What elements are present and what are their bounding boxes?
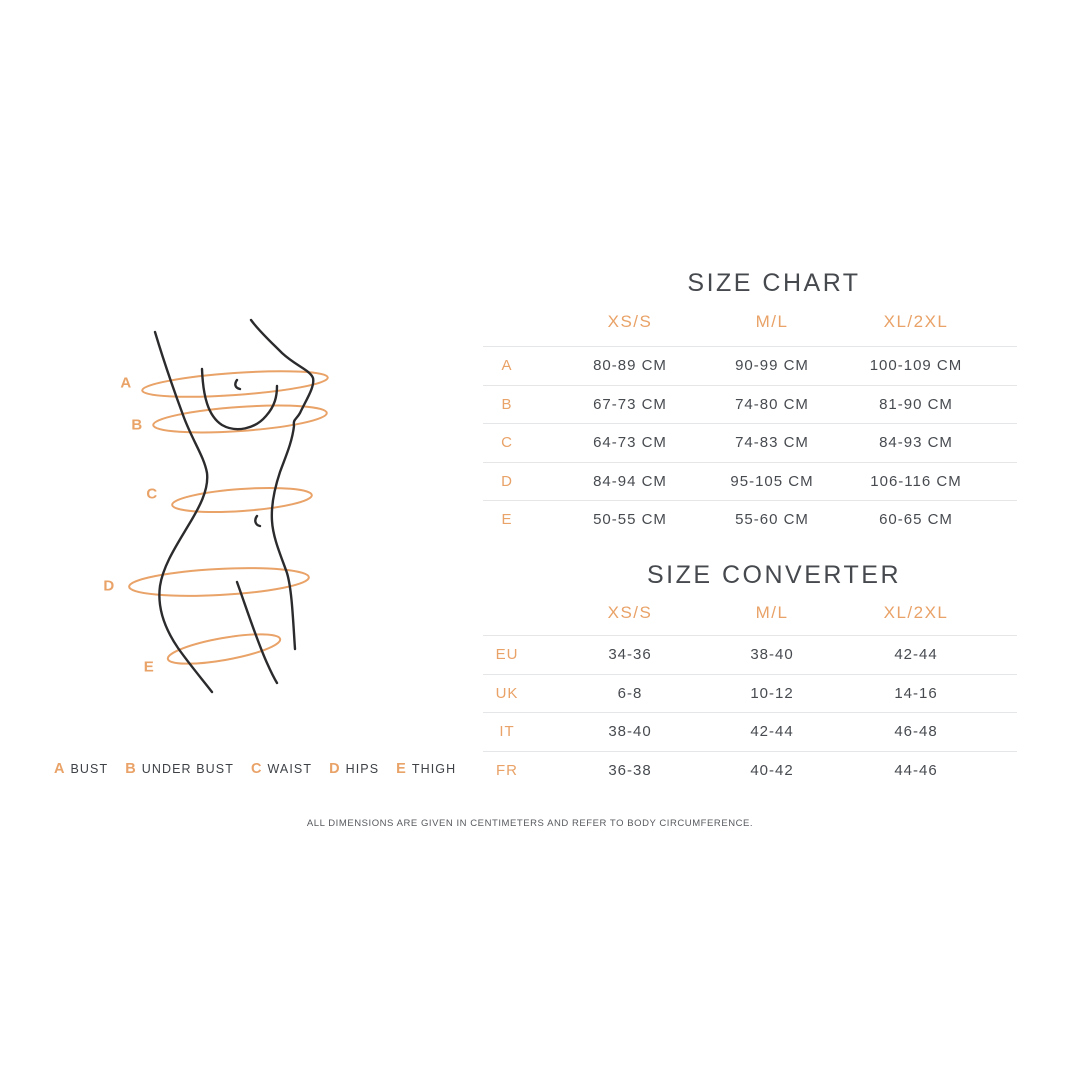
size-cell: 6-8 xyxy=(617,684,643,702)
legend-letter: E xyxy=(396,761,406,777)
row-label: UK xyxy=(495,684,519,702)
table-row-fr xyxy=(483,751,1017,790)
size-cell: 67-73 CM xyxy=(593,395,667,413)
size-cell: 38-40 xyxy=(608,723,652,741)
row-label: D xyxy=(501,472,513,490)
breast-curve xyxy=(202,369,277,429)
column-header-xl-2xl: XL/2XL xyxy=(883,602,949,622)
size-cell: 60-65 CM xyxy=(879,511,953,529)
size-cell: 10-12 xyxy=(750,684,794,702)
size-chart-title: SIZE CHART xyxy=(687,269,861,297)
legend-letter: B xyxy=(125,761,136,777)
legend-item-waist xyxy=(251,761,312,777)
thigh-measure-ellipse xyxy=(166,628,282,669)
measurement-legend xyxy=(54,756,456,782)
navel-mark xyxy=(255,516,260,526)
size-cell: 42-44 xyxy=(750,723,794,741)
legend-label: BUST xyxy=(70,762,109,776)
size-converter-header-row xyxy=(483,590,1017,635)
column-header-xl-2xl: XL/2XL xyxy=(883,312,949,331)
size-cell: 95-105 CM xyxy=(730,472,814,490)
size-converter-section xyxy=(483,560,1017,789)
legend-letter: D xyxy=(329,761,340,777)
size-cell: 84-93 CM xyxy=(879,434,953,452)
size-cell: 106-116 CM xyxy=(870,472,962,490)
table-row-it xyxy=(483,712,1017,751)
table-row-under-bust xyxy=(483,385,1017,424)
figure-label-waist: C xyxy=(146,485,158,503)
column-header-xs-s: XS/S xyxy=(607,602,653,622)
row-label: A xyxy=(501,357,513,375)
size-cell: 46-48 xyxy=(894,723,938,741)
table-row-thigh xyxy=(483,500,1017,539)
size-cell: 44-46 xyxy=(894,761,938,779)
legend-item-under-bust xyxy=(125,761,234,777)
size-chart-header-row xyxy=(483,298,1017,346)
measurement-ellipses xyxy=(128,367,328,670)
row-label: B xyxy=(501,395,513,413)
size-cell: 14-16 xyxy=(894,684,938,702)
legend-label: UNDER BUST xyxy=(141,762,234,776)
size-cell: 40-42 xyxy=(750,761,794,779)
size-cell: 74-80 CM xyxy=(735,395,809,413)
size-cell: 38-40 xyxy=(750,646,794,664)
figure-label-bust: A xyxy=(120,374,132,392)
footnote: ALL DIMENSIONS ARE GIVEN IN CENTIMETERS AND REFER TO BODY CIRCUMFERENCE. xyxy=(306,818,754,829)
legend-label: THIGH xyxy=(411,762,457,776)
size-cell: 42-44 xyxy=(894,646,938,664)
legend-item-thigh xyxy=(396,761,456,777)
row-label: IT xyxy=(499,723,515,741)
table-row-bust xyxy=(483,346,1017,385)
hips-measure-ellipse xyxy=(128,564,309,599)
legend-label: HIPS xyxy=(345,762,380,776)
inner-thigh-line xyxy=(237,582,277,683)
size-cell: 36-38 xyxy=(608,761,652,779)
figure-label-hips: D xyxy=(103,577,115,595)
table-row-uk xyxy=(483,674,1017,713)
table-row-waist xyxy=(483,423,1017,462)
size-converter-title: SIZE CONVERTER xyxy=(646,561,902,589)
legend-letter: C xyxy=(250,761,262,777)
waist-measure-ellipse xyxy=(171,484,312,516)
size-cell: 34-36 xyxy=(608,646,652,664)
figure-label-thigh: E xyxy=(143,658,155,676)
row-label: E xyxy=(501,511,513,529)
legend-label: WAIST xyxy=(267,762,313,776)
figure-label-under-bust: B xyxy=(131,416,143,434)
legend-item-hips xyxy=(329,761,379,777)
size-cell: 84-94 CM xyxy=(593,472,667,490)
row-label: FR xyxy=(496,761,518,779)
legend-item-bust xyxy=(54,761,108,777)
table-row-eu xyxy=(483,635,1017,674)
row-label: C xyxy=(501,434,513,452)
size-cell: 80-89 CM xyxy=(593,357,667,375)
size-cell: 64-73 CM xyxy=(593,434,667,452)
size-cell: 74-83 CM xyxy=(735,434,809,452)
legend-letter: A xyxy=(54,761,65,777)
size-cell: 90-99 CM xyxy=(735,357,809,375)
size-cell: 50-55 CM xyxy=(593,511,667,529)
row-label: EU xyxy=(495,646,519,664)
size-cell: 81-90 CM xyxy=(879,395,953,413)
column-header-xs-s: XS/S xyxy=(607,312,653,331)
nipple-mark xyxy=(235,380,240,389)
column-header-m-l: M/L xyxy=(755,312,789,331)
table-row-hips xyxy=(483,462,1017,501)
size-chart-section xyxy=(483,268,1017,539)
body-outline-front xyxy=(251,320,313,649)
column-header-m-l: M/L xyxy=(755,602,789,622)
size-cell: 55-60 CM xyxy=(735,511,809,529)
size-cell: 100-109 CM xyxy=(869,357,963,375)
